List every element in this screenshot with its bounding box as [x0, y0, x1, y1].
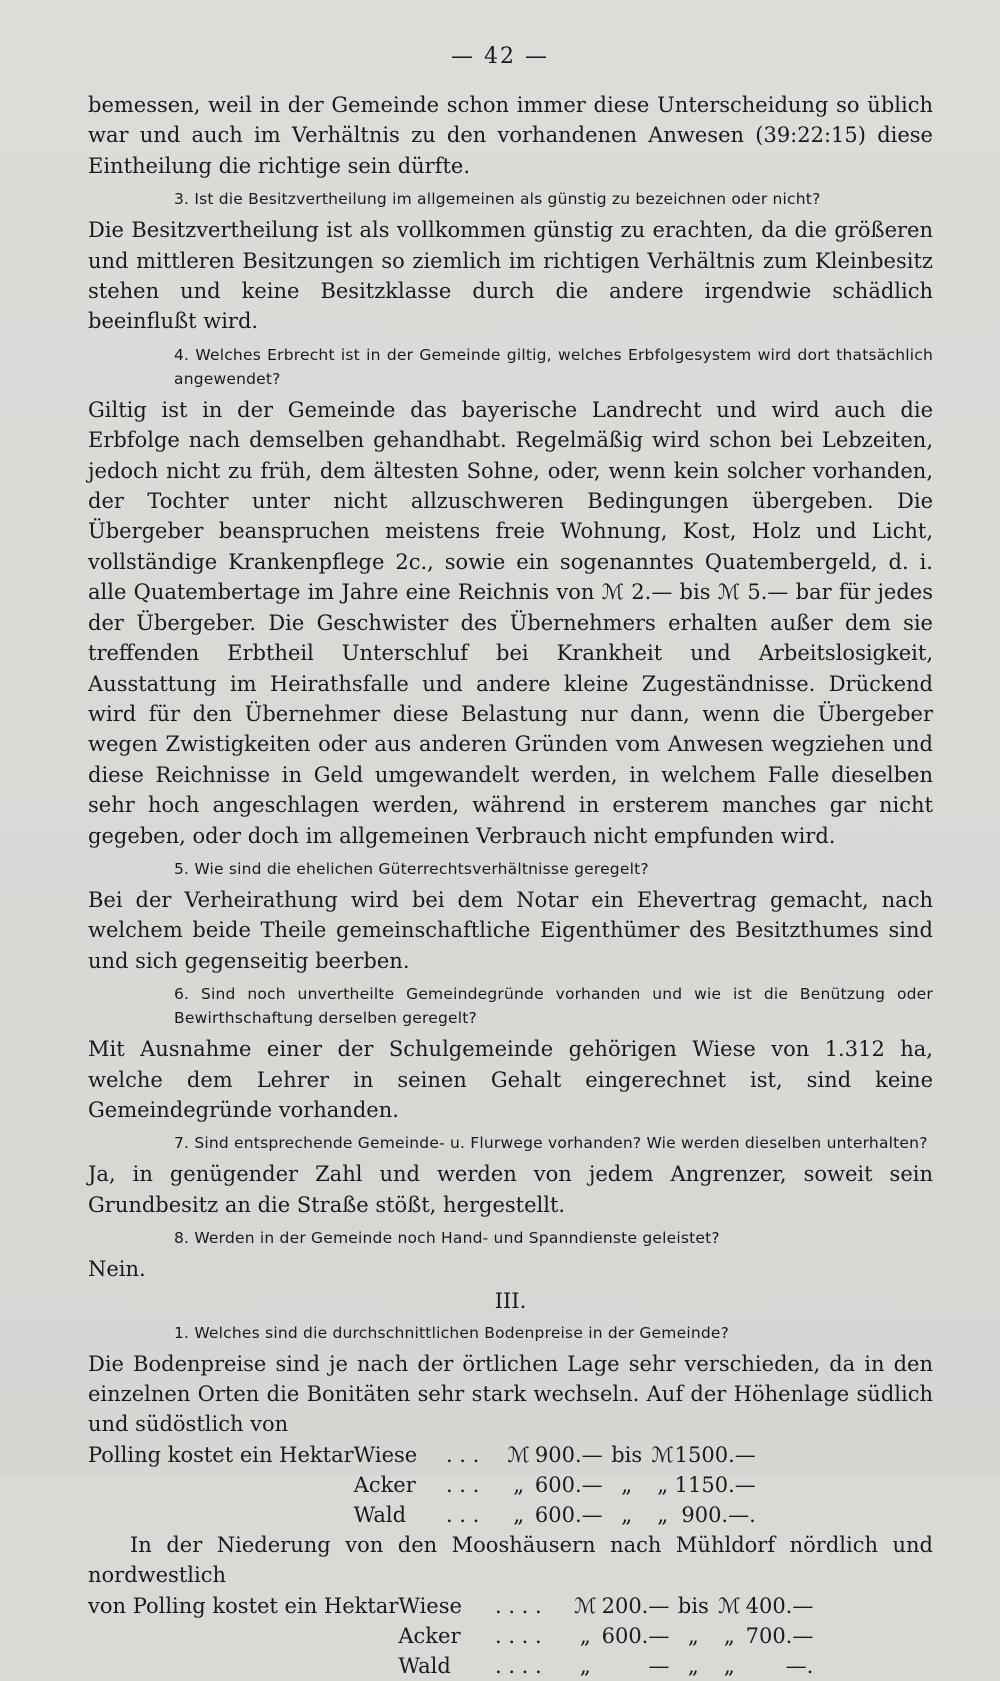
leader-dots: . . .: [445, 1502, 480, 1527]
land-type: Wiese: [398, 1593, 462, 1618]
table-lead: Polling kostet ein Hektar: [88, 1442, 354, 1467]
price-separator: „: [621, 1472, 633, 1497]
price-to: 1150.—: [674, 1472, 756, 1497]
land-type: Wald: [353, 1502, 407, 1527]
table-lead: von Polling kostet ein Hektar: [88, 1593, 399, 1618]
price-from: 600.—: [534, 1502, 603, 1527]
price-separator: „: [621, 1502, 633, 1527]
currency-mark: ℳ: [651, 1442, 674, 1467]
currency-mark: ℳ: [507, 1442, 530, 1467]
price-to: 400.—: [745, 1593, 814, 1618]
price-to: 700.—: [745, 1623, 814, 1648]
land-type: Wiese: [353, 1442, 418, 1467]
answer-iii-1-lowlands: In der Niederung von den Mooshäusern nach Mühldorf nördlich und nordwestlich: [88, 1532, 933, 1588]
price-to: —.: [785, 1653, 814, 1678]
leader-dots: . . . .: [494, 1593, 542, 1618]
price-table-highlands: [88, 1440, 756, 1530]
answer-7: Ja, in genügender Zahl und werden von jedem Angrenzer, soweit sein Grundbesitz an die Straße stößt, hergestellt.: [88, 1162, 933, 1217]
price-to: 900.—.: [681, 1502, 756, 1527]
currency-mark: „: [579, 1623, 591, 1648]
table-row: [88, 1440, 756, 1470]
table-row: [88, 1591, 813, 1621]
price-from: —: [648, 1653, 670, 1678]
price-to: 1500.—: [674, 1442, 756, 1467]
currency-mark: „: [657, 1472, 669, 1497]
price-from: 200.—: [601, 1593, 670, 1618]
leader-dots: . . . .: [494, 1623, 542, 1648]
question-3: 3. Ist die Besitzvertheilung im allgemeinen als günstig zu bezeichnen oder nicht?: [174, 190, 821, 209]
question-6: 6. Sind noch unvertheilte Gemeindegründe vorhanden und wie ist die Benützung oder Bewirthschaftung derselben geregelt?: [174, 985, 933, 1028]
table-row: [88, 1470, 756, 1500]
currency-mark: „: [513, 1502, 525, 1527]
answer-iii-1: Die Bodenpreise sind je nach der örtlichen Lage sehr verschieden, da in den einzelnen Orten die Bonitäten sehr stark wechseln. Auf der Höhenlage südlich und südöstlich von: [88, 1351, 933, 1437]
price-from: 600.—: [534, 1472, 603, 1497]
question-8: 8. Werden in der Gemeinde noch Hand- und Spanndienste geleistet?: [174, 1229, 720, 1248]
currency-mark: „: [723, 1623, 735, 1648]
question-5: 5. Wie sind die ehelichen Güterrechtsverhältnisse geregelt?: [174, 859, 649, 878]
answer-3: Die Besitzvertheilung ist als vollkommen günstig zu erachten, da die größeren und mittleren Besitzungen so ziemlich im richtigen Verhältnis zum Kleinbesitz stehen und keine Besitzklasse durch die andere irgendwie schädlich beeinflußt wird.: [88, 218, 933, 334]
answer-4: Giltig ist in der Gemeinde das bayerische Landrecht und wird auch die Erbfolge nach demselben gehandhabt. Regelmäßig wird schon bei Lebzeiten, jedoch nicht zu früh, dem ältesten Sohne, oder, wenn kein solcher vorhanden, der Tochter unter nicht allzuschweren Bedingungen übergeben. Die Übergeber beanspruchen meistens freie Wohnung, Kost, Holz und Licht, vollständige Krankenpflege 2c., sowie ein sogenanntes Quatembergeld, d. i. alle Quatembertage im Jahre eine Reichnis von ℳ 2.— bis ℳ 5.— bar für jedes der Übergeber. Die Geschwister des Übernehmers erhalten außer dem sie treffenden Erbtheil Unterschluf bei Krankheit und Arbeitslosigkeit, Ausstattung im Heirathsfalle und andere kleine Zugeständnisse. Drückend wird für den Übernehmer diese Belastung nur dann, wenn die Übergeber wegen Zwistigkeiten oder aus anderen Gründen vom Anwesen wegziehen und diese Reichnisse in Geld umgewandelt werden, in welchem Falle dieselben sehr hoch angeschlagen werden, während in ersterem manches gar nicht gegeben, oder doch im allgemeinen Verbrauch nicht empfunden wird.: [88, 397, 933, 848]
answer-5: Bei der Verheirathung wird bei dem Notar ein Ehevertrag gemacht, nach welchem beide Theile gemeinschaftliche Eigenthümer des Besitzthumes sind und sich gegenseitig beerben.: [88, 887, 933, 973]
price-table-lowlands: [88, 1591, 813, 1681]
question-4: 4. Welches Erbrecht ist in der Gemeinde giltig, welches Erbfolgesystem wird dort thatsächlich angewendet?: [174, 345, 933, 388]
currency-mark: „: [579, 1653, 591, 1678]
table-row: [88, 1651, 813, 1681]
page-content: [88, 90, 933, 1681]
land-type: Acker: [353, 1472, 416, 1497]
table-row: [88, 1500, 756, 1530]
leader-dots: . . . .: [494, 1653, 542, 1678]
price-from: 900.—: [534, 1442, 603, 1467]
table-row: [88, 1621, 813, 1651]
land-type: Wald: [398, 1653, 451, 1678]
answer-8: Nein.: [88, 1257, 146, 1282]
currency-mark: „: [723, 1653, 735, 1678]
price-separator: bis: [677, 1593, 709, 1618]
section-heading: III.: [494, 1288, 527, 1313]
question-iii-1: 1. Welches sind die durchschnittlichen Bodenpreise in der Gemeinde?: [174, 1323, 730, 1342]
question-7: 7. Sind entsprechende Gemeinde- u. Flurwege vorhanden? Wie werden dieselben unterhalten?: [174, 1134, 928, 1153]
leader-dots: . . .: [445, 1442, 480, 1467]
price-separator: „: [687, 1653, 699, 1678]
currency-mark: „: [657, 1502, 669, 1527]
answer-6: Mit Ausnahme einer der Schulgemeinde gehörigen Wiese von 1.312 ha, welche dem Lehrer in seinen Gehalt eingerechnet ist, sind keine Gemeindegründe vorhanden.: [88, 1037, 933, 1122]
currency-mark: ℳ: [718, 1593, 741, 1618]
price-separator: „: [687, 1623, 699, 1648]
land-type: Acker: [398, 1623, 461, 1648]
currency-mark: ℳ: [574, 1593, 597, 1618]
paragraph-continuation: bemessen, weil in der Gemeinde schon immer diese Unterscheidung so üblich war und auch im Verhältnis zu den vorhandenen Anwesen (39:22:15) diese Eintheilung die richtige sein dürfte.: [88, 93, 933, 178]
currency-mark: „: [513, 1472, 525, 1497]
price-separator: bis: [611, 1442, 643, 1467]
page-number: — 42 —: [451, 44, 549, 69]
price-from: 600.—: [601, 1623, 670, 1648]
leader-dots: . . .: [445, 1472, 480, 1497]
